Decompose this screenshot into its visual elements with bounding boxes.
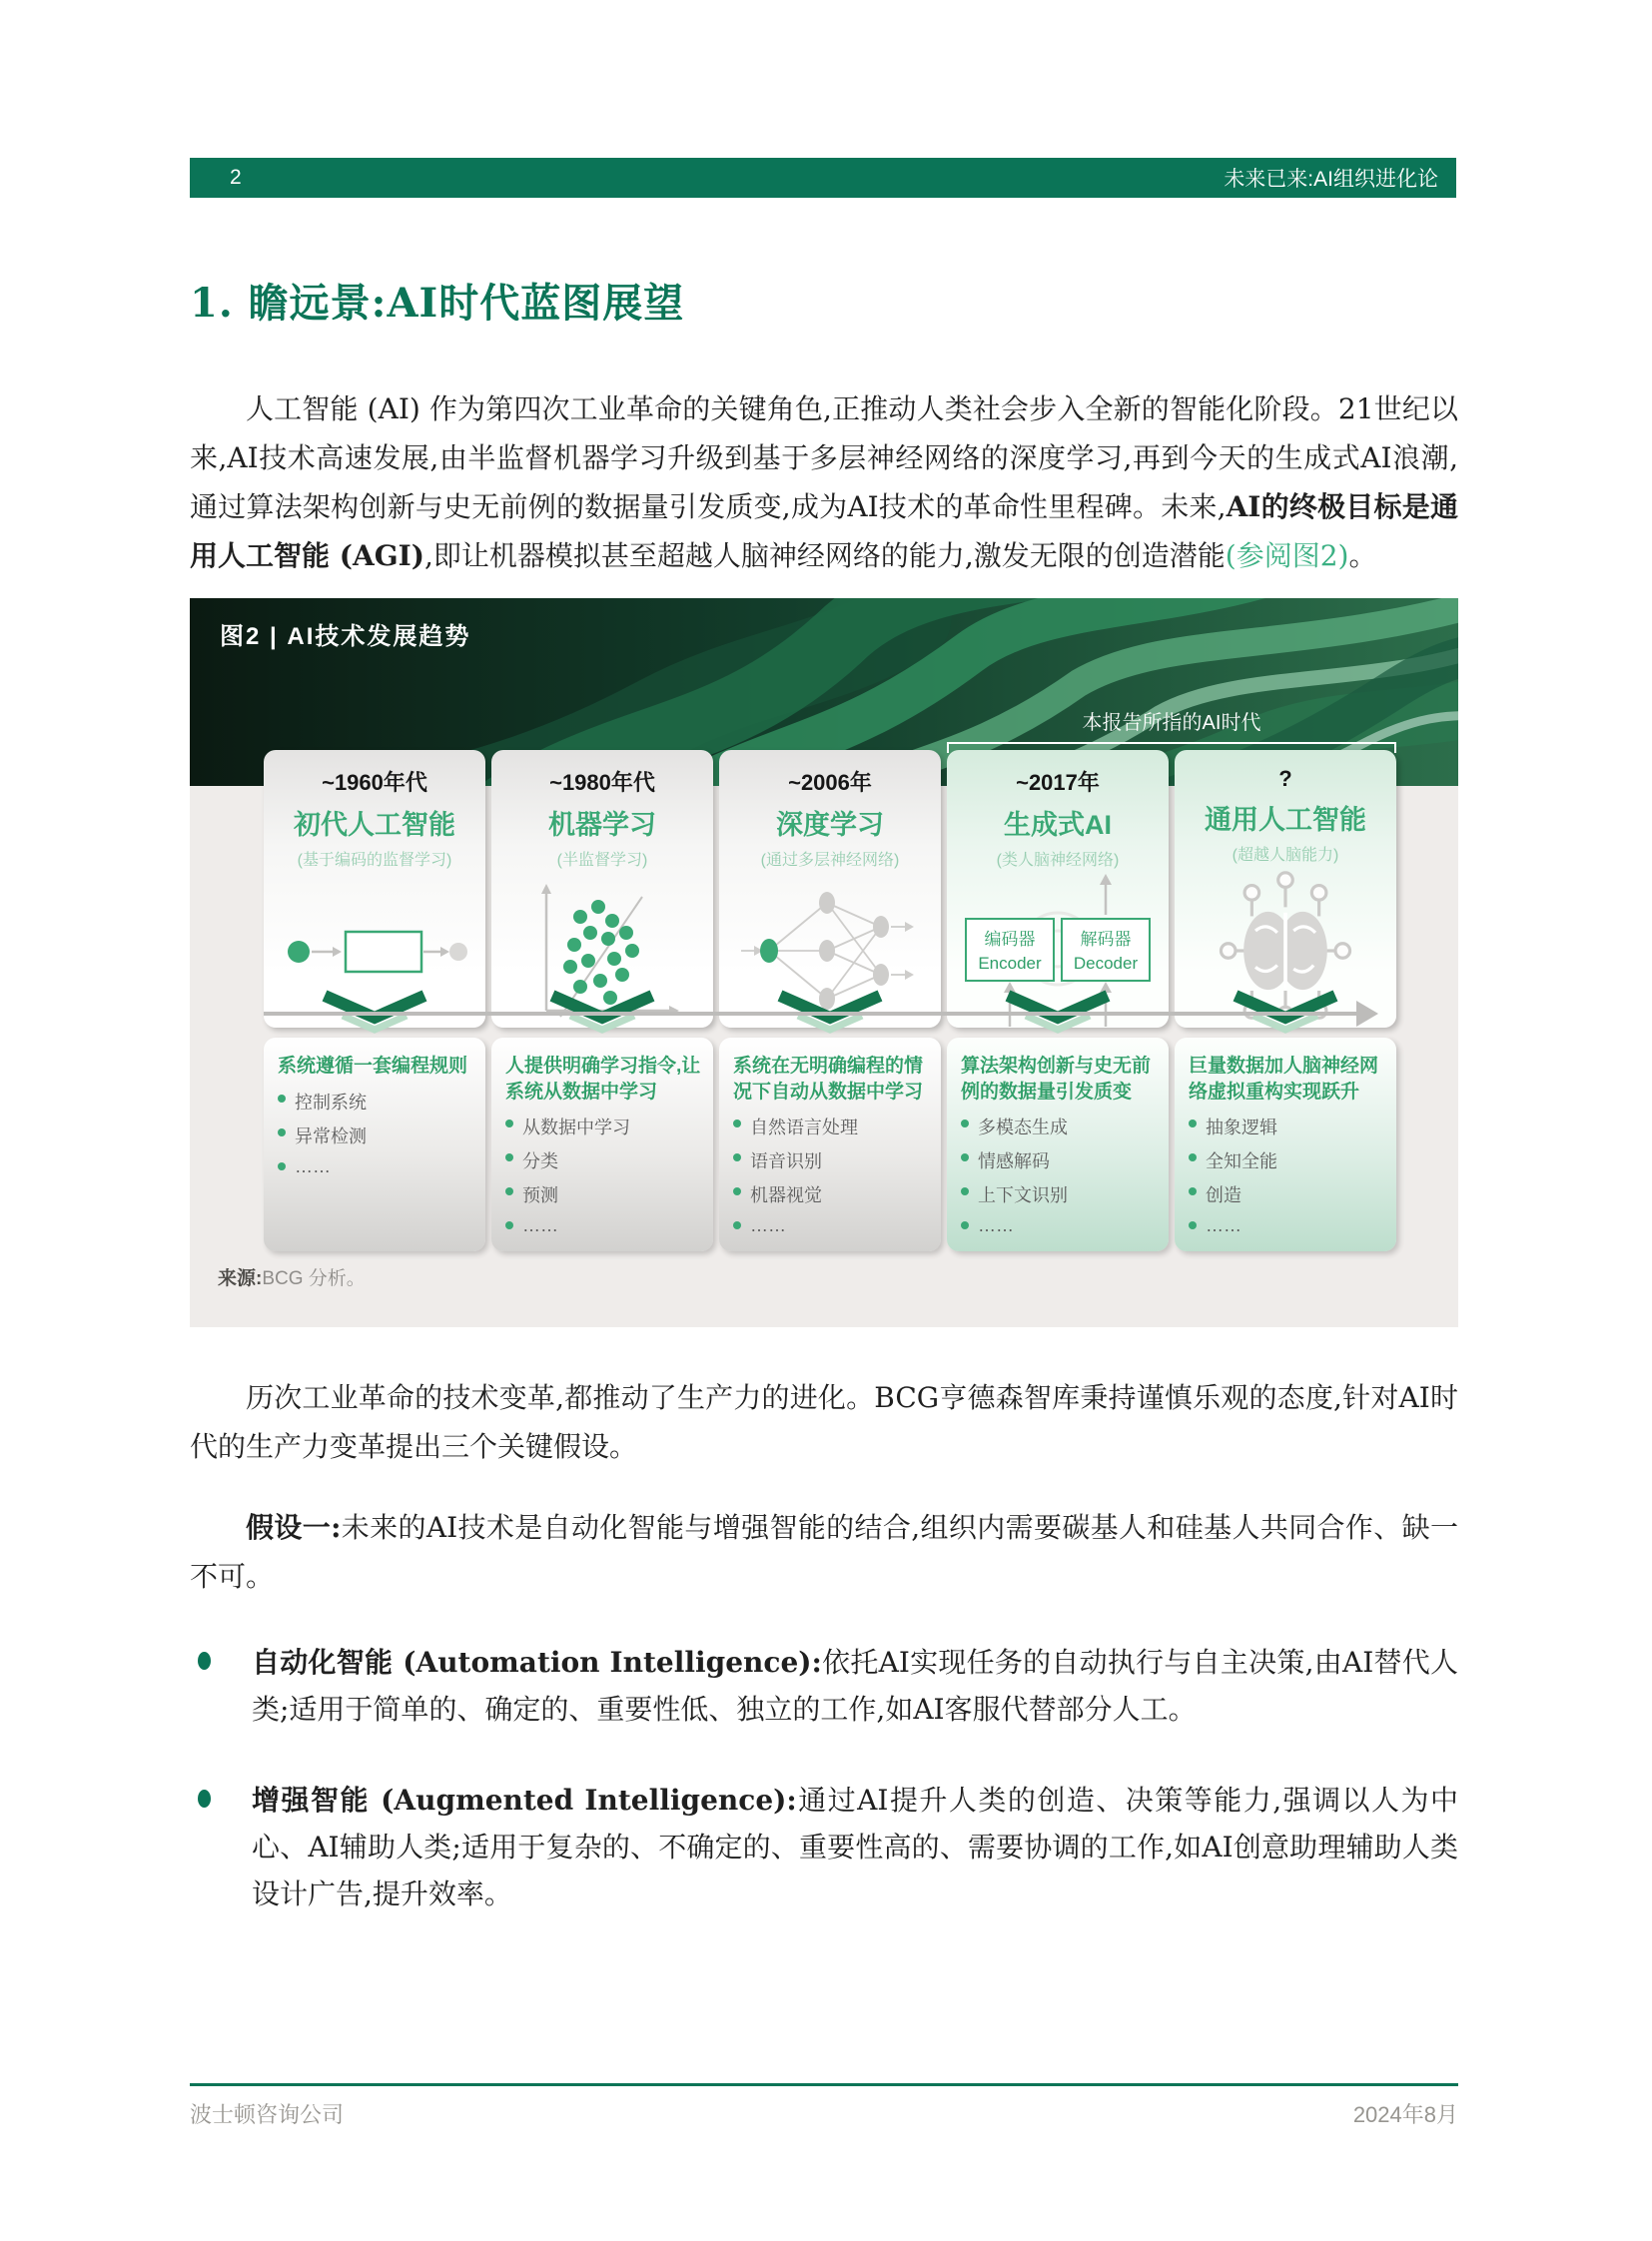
era-description-card xyxy=(491,1038,713,1251)
bullet-text: …… xyxy=(750,1215,786,1236)
main-content xyxy=(190,272,1458,1961)
era-column-1980s xyxy=(491,750,713,1251)
source-label: 来源: xyxy=(218,1268,263,1289)
key-point-text: 通过AI提升人类的创造、决策等能力,强调以人为中心、AI辅助人类;适用于复杂的、不确定的、重要性高的、需要协调的工作,如AI创意助理辅助人类设计广告,提升效率。 xyxy=(252,1784,1458,1910)
section-title: 1. 瞻远景:AI时代蓝图展望 xyxy=(190,280,685,327)
list-item xyxy=(278,1156,473,1177)
figure-reference-link: (参阅图2) xyxy=(1225,539,1349,572)
bullet-dot-icon xyxy=(961,1221,969,1229)
bullet-dot-icon xyxy=(505,1187,513,1195)
bullet-dot-icon xyxy=(505,1153,513,1161)
era-date: ~1980年代 xyxy=(549,770,655,795)
hypothesis-text: 未来的AI技术是自动化智能与增强智能的结合,组织内需要碳基人和硅基人共同合作、缺一不可。 xyxy=(190,1511,1458,1593)
era-description-title: 系统遵循一套编程规则 xyxy=(278,1056,468,1077)
list-item xyxy=(1189,1181,1384,1207)
paragraph-text: 人工智能 (AI) 作为第四次工业革命的关键角色,正推动人类社会步入全新的智能化阶段。21世纪以来,AI技术高速发展,由半监督机器学习升级到基于多层神经网络的深度学习,再到今天的生成式AI浪潮,通过算法架构创新与史无前例的数据量引发质变,成为AI技术的革命性里程碑。未来, xyxy=(190,392,1458,523)
bullet-text: 机器视觉 xyxy=(750,1185,822,1206)
paragraph-bold-text: AI的终极目标是通用人工智能 (AGI) xyxy=(190,490,1458,572)
encoder-label-en: Encoder xyxy=(978,954,1042,973)
era-subtitle: (通过多层神经网络) xyxy=(760,852,900,869)
era-description-card xyxy=(719,1038,941,1251)
era-description-title: 巨量数据加人脑神经网络虚拟重构实现跃升 xyxy=(1189,1056,1379,1103)
footer-date: 2024年8月 xyxy=(1352,2102,1458,2127)
page-footer xyxy=(190,2083,1458,2129)
bullet-dot-icon xyxy=(1189,1187,1197,1195)
document-title: 未来已来:AI组织进化论 xyxy=(1224,168,1438,191)
era-date: ~2017年 xyxy=(1016,770,1100,795)
era-description-title: 系统在无明确编程的情况下自动从数据中学习 xyxy=(733,1056,924,1103)
list-item xyxy=(961,1215,1157,1236)
bullet-dot-icon xyxy=(961,1120,969,1127)
list-item xyxy=(190,1639,1458,1733)
era-subtitle: (半监督学习) xyxy=(556,852,648,869)
page-number: 2 xyxy=(230,166,242,189)
paragraph-text: ,即让机器模拟甚至超越人脑神经网络的能力,激发无限的创造潜能 xyxy=(423,539,1226,572)
bullet-text: 从数据中学习 xyxy=(522,1118,630,1138)
bullet-text: 上下文识别 xyxy=(978,1185,1068,1206)
bullet-text: 创造 xyxy=(1206,1185,1241,1206)
era-bullet-list xyxy=(733,1114,929,1236)
bullet-dot-icon xyxy=(278,1128,286,1136)
era-card xyxy=(1175,750,1396,1028)
hypothesis-paragraph xyxy=(190,1503,1458,1601)
page-header-bar xyxy=(190,158,1456,198)
era-bullet-list xyxy=(961,1114,1157,1236)
bullet-dot-icon xyxy=(198,1790,211,1808)
bullet-text: 分类 xyxy=(522,1151,558,1172)
era-title: 生成式AI xyxy=(1004,810,1112,840)
era-title: 深度学习 xyxy=(776,810,884,840)
list-item xyxy=(505,1114,701,1139)
bullet-text: …… xyxy=(1206,1215,1241,1236)
ai-era-bracket xyxy=(947,742,1396,753)
footer-company: 波士顿咨询公司 xyxy=(190,2102,345,2127)
bullet-dot-icon xyxy=(961,1153,969,1161)
hypothesis-lead: 假设一: xyxy=(246,1511,342,1544)
key-point-lead: 自动化智能 (Automation Intelligence): xyxy=(252,1646,822,1679)
era-bullet-list xyxy=(1189,1114,1384,1236)
list-item xyxy=(961,1181,1157,1207)
bullet-text: 语音识别 xyxy=(750,1151,822,1172)
bullet-text: 情感解码 xyxy=(978,1151,1050,1172)
bullet-text: …… xyxy=(522,1215,558,1236)
list-item xyxy=(1189,1215,1384,1236)
bullet-dot-icon xyxy=(198,1652,211,1670)
era-card xyxy=(947,750,1169,1028)
footer-divider xyxy=(190,2083,1458,2086)
era-column-1960s xyxy=(264,750,485,1251)
bullet-text: …… xyxy=(295,1155,331,1176)
key-point-text: 依托AI实现任务的自动执行与自主决策,由AI替代人类;适用于简单的、确定的、重要性低、独立的工作,如AI客服代替部分人工。 xyxy=(252,1646,1459,1726)
figure-2 xyxy=(190,598,1458,1327)
decoder-label-zh: 解码器 xyxy=(1080,930,1132,949)
era-date: ~2006年 xyxy=(788,770,872,795)
bullet-dot-icon xyxy=(278,1095,286,1103)
bullet-dot-icon xyxy=(733,1120,741,1127)
bullet-dot-icon xyxy=(1189,1221,1197,1229)
bullet-dot-icon xyxy=(1189,1153,1197,1161)
timeline-arrow xyxy=(264,1012,1358,1016)
bullet-text: …… xyxy=(978,1215,1014,1236)
bullet-dot-icon xyxy=(961,1187,969,1195)
intro-paragraph xyxy=(190,384,1458,580)
era-subtitle: (基于编码的监督学习) xyxy=(297,852,452,869)
bullet-text: 全知全能 xyxy=(1206,1151,1277,1172)
bullet-dot-icon xyxy=(278,1162,286,1170)
list-item xyxy=(190,1777,1458,1917)
era-description-card xyxy=(947,1038,1169,1251)
era-bullet-list xyxy=(505,1114,701,1236)
encoder-label-zh: 编码器 xyxy=(984,930,1036,949)
key-point-lead: 增强智能 (Augmented Intelligence): xyxy=(252,1784,797,1817)
source-text: BCG 分析。 xyxy=(262,1268,366,1289)
era-card xyxy=(719,750,941,1028)
bullet-dot-icon xyxy=(505,1221,513,1229)
list-item xyxy=(505,1181,701,1207)
bullet-dot-icon xyxy=(733,1221,741,1229)
era-description-title: 算法架构创新与史无前例的数据量引发质变 xyxy=(961,1056,1152,1103)
bullet-text: 预测 xyxy=(522,1185,558,1206)
era-card xyxy=(264,750,485,1028)
era-description-card xyxy=(264,1038,485,1251)
paragraph-text: 。 xyxy=(1348,539,1377,572)
list-item xyxy=(733,1147,929,1173)
bullet-text: 自然语言处理 xyxy=(750,1118,858,1138)
figure-source xyxy=(218,1263,366,1290)
era-subtitle: (超越人脑能力) xyxy=(1232,847,1339,864)
era-column-2006 xyxy=(719,750,941,1251)
era-title: 初代人工智能 xyxy=(294,810,455,840)
list-item xyxy=(278,1122,473,1148)
figure-title: 图2 | AI技术发展趋势 xyxy=(220,623,471,650)
body-paragraph: 历次工业革命的技术变革,都推动了生产力的进化。BCG亨德森智库秉持谨慎乐观的态度,针对AI时代的生产力变革提出三个关键假设。 xyxy=(190,1381,1458,1463)
era-card xyxy=(491,750,713,1028)
timeline-arrowhead-icon xyxy=(1356,1001,1378,1027)
era-title: 通用人工智能 xyxy=(1205,805,1366,835)
bullet-dot-icon xyxy=(505,1120,513,1127)
list-item xyxy=(733,1181,929,1207)
era-bullet-list xyxy=(278,1089,473,1177)
bullet-dot-icon xyxy=(733,1187,741,1195)
era-column-2017 xyxy=(947,750,1169,1251)
list-item xyxy=(505,1147,701,1173)
era-subtitle: (类人脑神经网络) xyxy=(996,852,1120,869)
era-date: ~1960年代 xyxy=(322,770,427,795)
list-item xyxy=(505,1215,701,1236)
bullet-dot-icon xyxy=(733,1153,741,1161)
era-title: 机器学习 xyxy=(548,810,656,840)
list-item xyxy=(1189,1147,1384,1173)
ai-era-label: 本报告所指的AI时代 xyxy=(1082,712,1261,734)
bullet-text: 异常检测 xyxy=(295,1125,367,1146)
bullet-dot-icon xyxy=(1189,1120,1197,1127)
bullet-text: 多模态生成 xyxy=(978,1118,1068,1138)
list-item xyxy=(961,1114,1157,1139)
key-point-list xyxy=(190,1639,1458,1917)
list-item xyxy=(961,1147,1157,1173)
list-item xyxy=(1189,1114,1384,1139)
decoder-label-en: Decoder xyxy=(1073,954,1139,973)
bullet-text: 抽象逻辑 xyxy=(1206,1118,1277,1138)
bullet-text: 控制系统 xyxy=(295,1092,367,1113)
list-item xyxy=(278,1089,473,1115)
era-date: ? xyxy=(1278,766,1292,791)
era-description-title: 人提供明确学习指令,让系统从数据中学习 xyxy=(505,1056,701,1103)
list-item xyxy=(733,1114,929,1139)
era-columns xyxy=(264,750,1396,1251)
list-item xyxy=(733,1215,929,1236)
era-description-card xyxy=(1175,1038,1396,1251)
